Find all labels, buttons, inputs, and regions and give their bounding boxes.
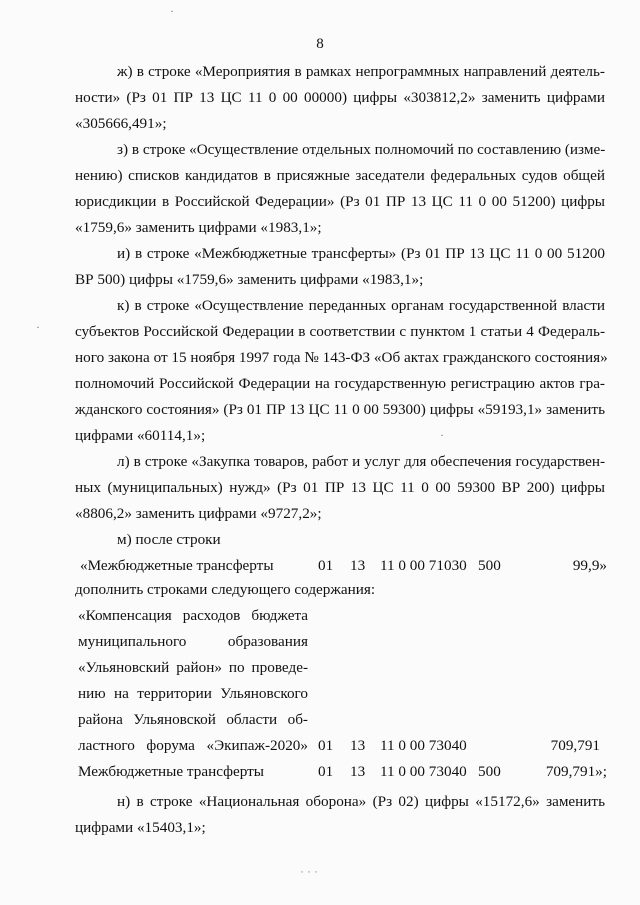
- row-pr: 13: [350, 763, 366, 780]
- row-name: «Межбюджетные трансферты: [80, 557, 274, 574]
- text-line: м) после строки: [117, 531, 221, 548]
- scan-speck: ·: [36, 320, 40, 334]
- row-cs: 11 0 00 71030: [380, 557, 467, 574]
- scan-speck: ·: [170, 4, 174, 18]
- text-line: ности» (Рз 01 ПР 13 ЦС 11 0 00 00000) цифры «303812,2» заменить цифрами: [75, 89, 605, 106]
- text-line: юрисдикции в Российской Федерации» (Рз 01 ПР 13 ЦС 11 0 00 51200) цифры: [75, 193, 605, 210]
- text-line: цифрами «15403,1»;: [75, 819, 206, 836]
- text-line: ного закона от 15 ноября 1997 года № 143-ФЗ «Об актах гражданского состояния»: [75, 349, 608, 366]
- text-line: ВР 500) цифры «1759,6» заменить цифрами «1983,1»;: [75, 271, 424, 288]
- row-sum: 99,9»: [572, 557, 607, 574]
- text-line: «8806,2» заменить цифрами «9727,2»;: [75, 505, 322, 522]
- text-line: нению) списков кандидатов в присяжные заседатели федеральных судов общей: [75, 167, 605, 184]
- text-line: цифрами «60114,1»;: [75, 427, 206, 444]
- row-sum: 709,791: [550, 737, 600, 754]
- text-line: дополнить строками следующего содержания:: [75, 581, 376, 598]
- row-rz: 01: [318, 737, 334, 754]
- text-line: жданского состояния» (Рз 01 ПР 13 ЦС 11 0 00 59300) цифры «59193,1» заменить: [75, 401, 605, 418]
- row-name-line: нию на территории Ульяновского: [78, 685, 308, 702]
- page-number: 8: [316, 36, 324, 52]
- text-line: «305666,491»;: [75, 115, 167, 132]
- row-name-line: района Ульяновской области об-: [78, 711, 308, 728]
- row-pr: 13: [350, 737, 366, 754]
- row-name-line: муниципального образования: [78, 633, 308, 650]
- text-line: и) в строке «Межбюджетные трансферты» (Рз 01 ПР 13 ЦС 11 0 00 51200: [117, 245, 605, 262]
- text-line: н) в строке «Национальная оборона» (Рз 02) цифры «15172,6» заменить: [117, 793, 605, 810]
- row-name-line: ластного форума «Экипаж-2020»: [78, 737, 308, 754]
- scan-speck: ˙˙˙: [300, 868, 321, 882]
- text-line: к) в строке «Осуществление переданных органам государственной власти: [117, 297, 605, 314]
- text-line: полномочий Российской Федерации на государственную регистрацию актов гра-: [75, 375, 605, 392]
- row-name-line: «Компенсация расходов бюджета: [78, 607, 308, 624]
- row-sum: 709,791»;: [545, 763, 607, 780]
- row-pr: 13: [350, 557, 366, 574]
- text-line: «1759,6» заменить цифрами «1983,1»;: [75, 219, 322, 236]
- row-vr: 500: [478, 557, 501, 574]
- row-name-line: Межбюджетные трансферты: [78, 763, 264, 780]
- text-line: з) в строке «Осуществление отдельных полномочий по составлению (изме-: [117, 141, 606, 158]
- scan-speck: ·: [440, 428, 444, 442]
- row-rz: 01: [318, 557, 334, 574]
- row-cs: 11 0 00 73040: [380, 763, 467, 780]
- row-vr: 500: [478, 763, 501, 780]
- text-line: субъектов Российской Федерации в соответствии с пунктом 1 статьи 4 Федераль-: [75, 323, 605, 340]
- text-line: ных (муниципальных) нужд» (Рз 01 ПР 13 ЦС 11 0 00 59300 ВР 200) цифры: [75, 479, 605, 496]
- row-cs: 11 0 00 73040: [380, 737, 467, 754]
- text-line: ж) в строке «Мероприятия в рамках непрограммных направлений деятель-: [117, 63, 605, 80]
- text-line: л) в строке «Закупка товаров, работ и услуг для обеспечения государствен-: [117, 453, 605, 470]
- row-rz: 01: [318, 763, 334, 780]
- row-name-line: «Ульяновский район» по проведе-: [78, 659, 308, 676]
